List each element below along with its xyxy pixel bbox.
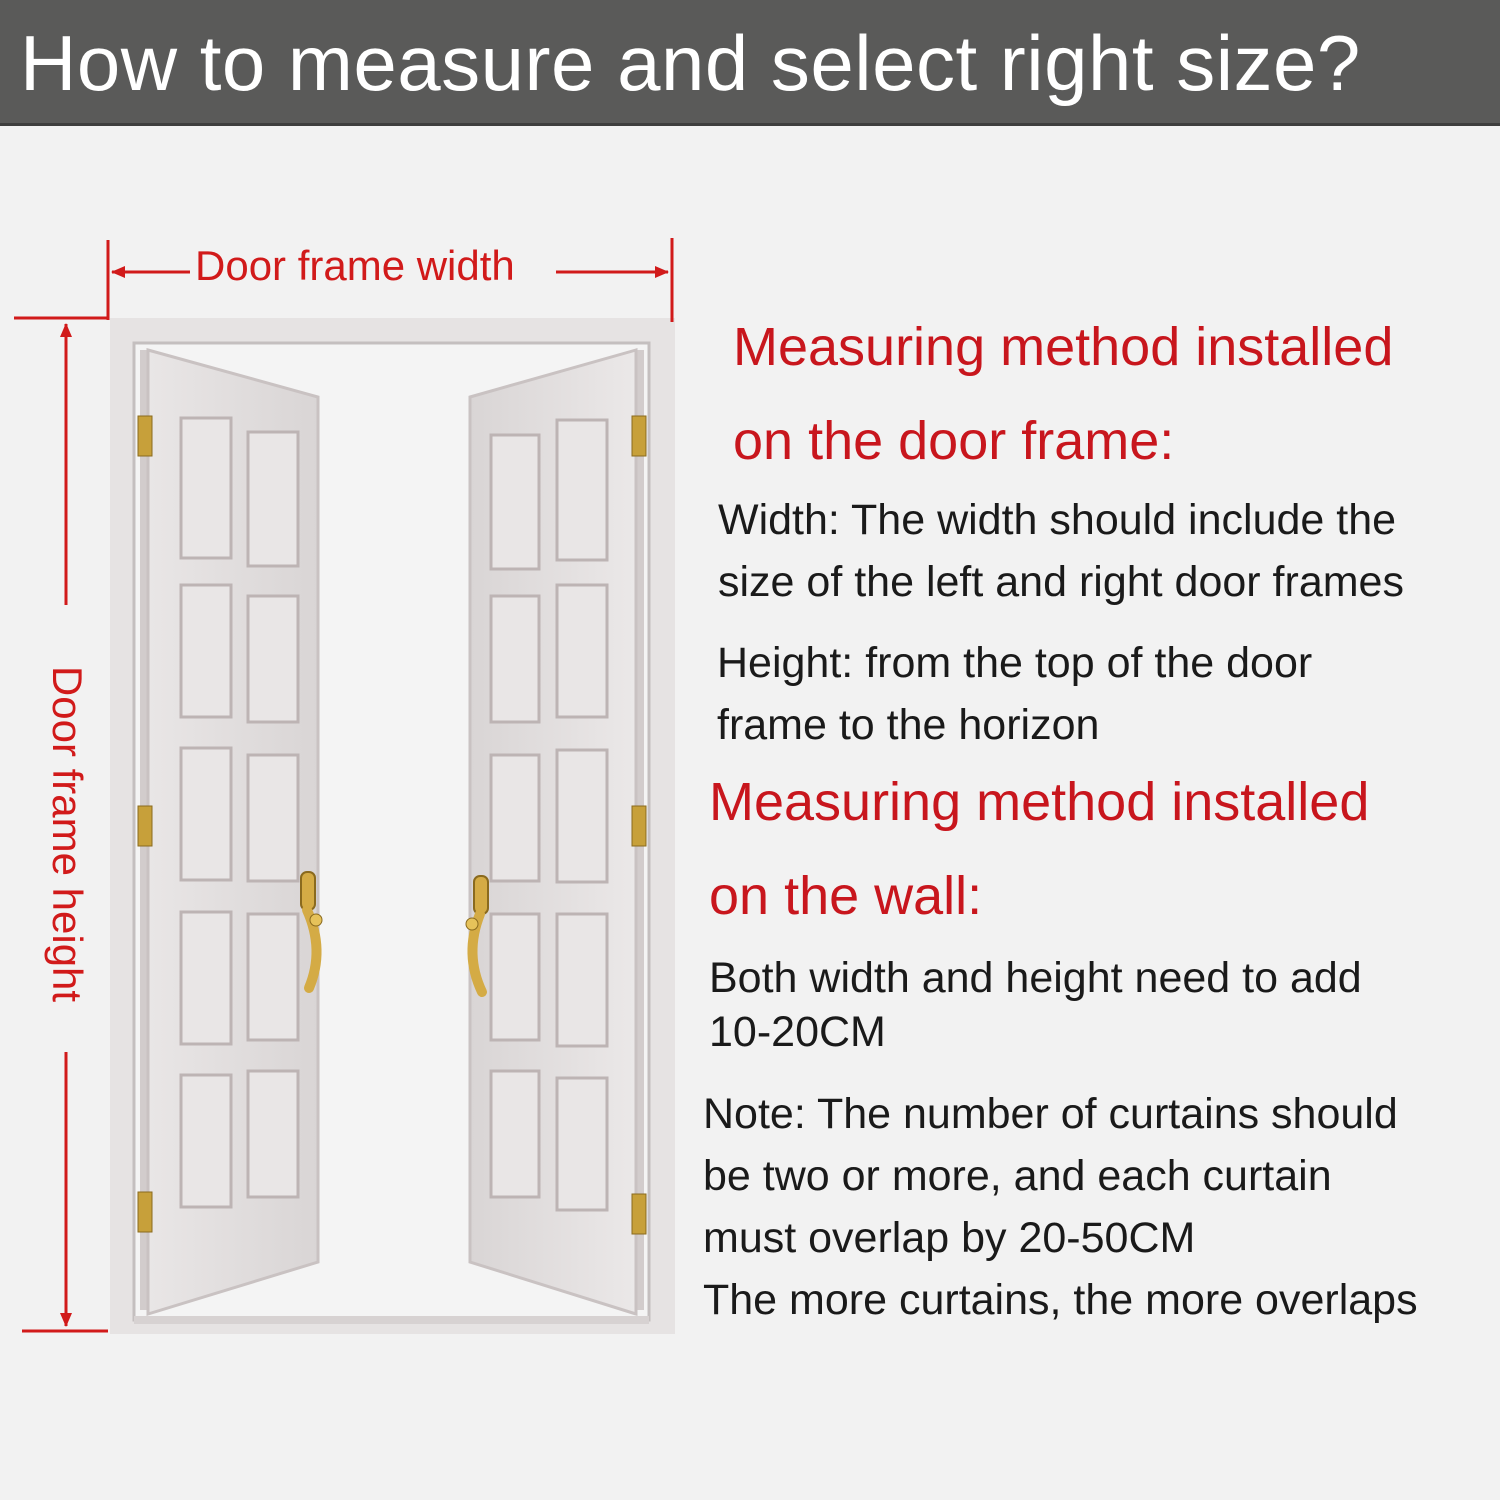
- wall-method-line1: Both width and height need to add: [709, 954, 1362, 1002]
- frame-height-line2: frame to the horizon: [717, 701, 1100, 749]
- note-line1: Note: The number of curtains should: [703, 1090, 1398, 1138]
- frame-width-line2: size of the left and right door frames: [718, 558, 1404, 606]
- wall-method-heading-line1: Measuring method installed: [709, 772, 1370, 832]
- note-line2: be two or more, and each curtain: [703, 1152, 1332, 1200]
- left-door-leaf: [138, 350, 322, 1314]
- frame-method-heading-line1: Measuring method installed: [733, 317, 1394, 377]
- frame-height-line1: Height: from the top of the door: [717, 639, 1313, 687]
- right-door-leaf: [466, 350, 646, 1314]
- note-line4: The more curtains, the more overlaps: [703, 1276, 1418, 1324]
- wall-method-line2: 10-20CM: [709, 1008, 886, 1056]
- wall-method-heading-line2: on the wall:: [709, 866, 983, 926]
- frame-method-section: [733, 300, 1393, 488]
- frame-width-line1: Width: The width should include the: [718, 496, 1397, 544]
- frame-method-heading-line2: on the door frame:: [733, 411, 1175, 471]
- note-section: [703, 1083, 1418, 1331]
- page-title: How to measure and select right size?: [20, 19, 1361, 107]
- frame-width-instructions: [718, 489, 1404, 613]
- height-label: Door frame height: [44, 665, 91, 1003]
- width-label: Door frame width: [195, 242, 515, 289]
- wall-method-section: [709, 755, 1369, 943]
- frame-height-instructions: [717, 632, 1312, 756]
- note-line3: must overlap by 20-50CM: [703, 1214, 1196, 1262]
- wall-method-instructions: [709, 951, 1362, 1059]
